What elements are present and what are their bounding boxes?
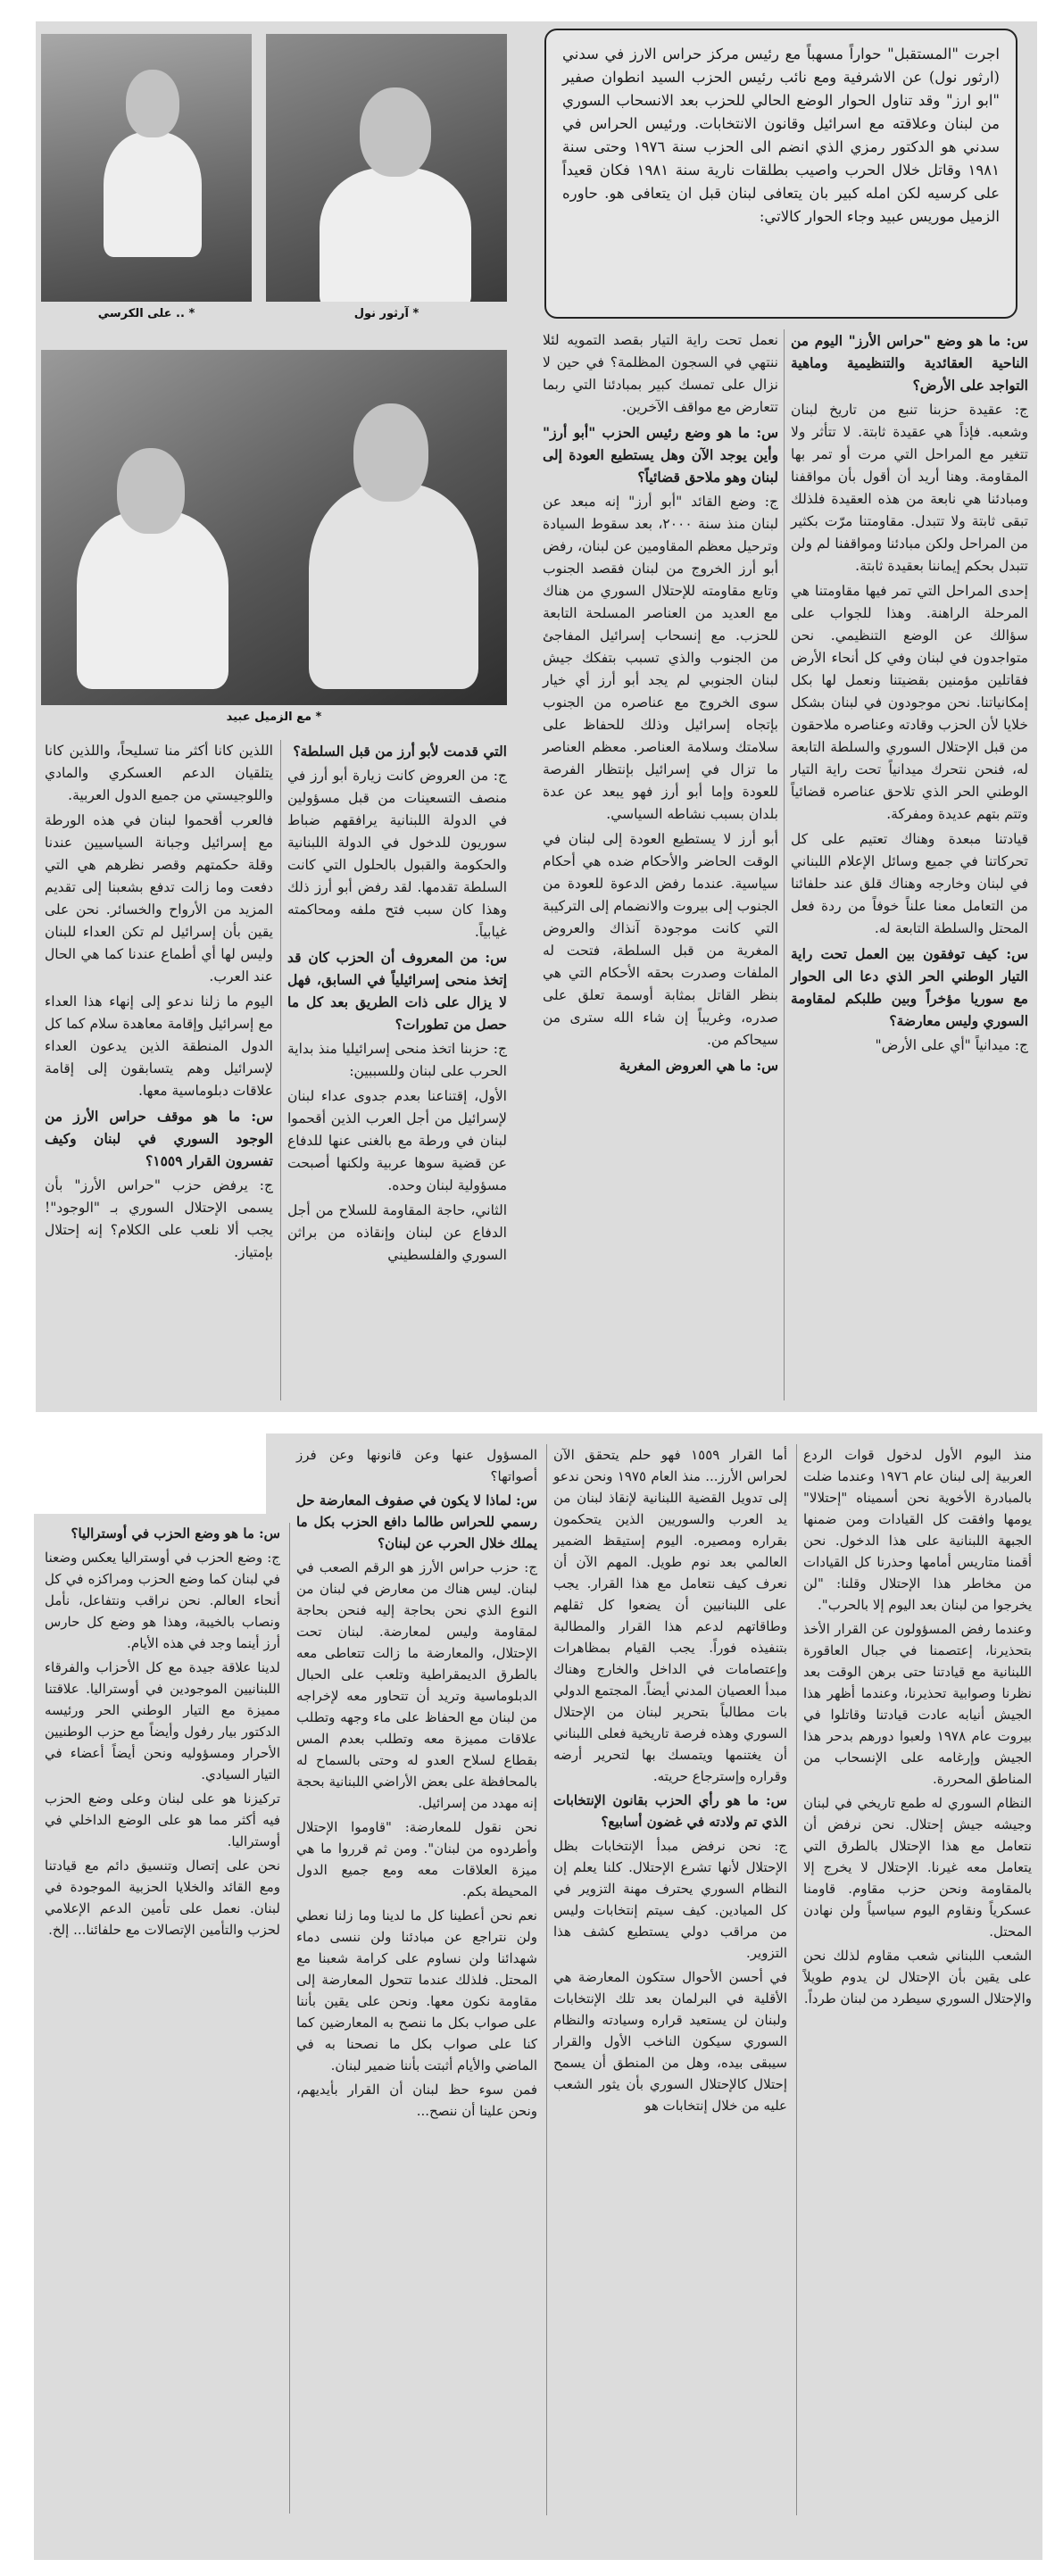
paragraph: التي قدمت لأبو أرز من قبل السلطة؟ [293, 743, 507, 760]
top-column-4 [45, 740, 273, 1267]
portrait-figure [320, 168, 471, 302]
paragraph: ج: من العروض كانت زيارة أبو أرز في منصف التسعينات من قبل مسؤولين في الدولة اللبنانية يرافقهم ضباط سوريون للدخول في الدولة اللبنانية والحكومة والقبول بالحلول التي كانت السلطة تقدمها. لقد رفض أبو أرز ذلك وهذا كان سبب فتح ملفه ومحاكمته غيابياً. [287, 768, 507, 940]
top-column-3 [287, 740, 507, 1269]
paragraph: المسؤول عنها وعن قانونها وعن فرز أصواتها؟ [296, 1447, 537, 1484]
paragraph: النظام السوري له طمع تاريخي في لبنان وجيشه جيش إحتلال. نحن نرفض أن نتعامل مع هذا الإحتلال بالطرق التي يتعامل معه غيرنا. الإحتلال لا يخرج إلا بالمقاومة ونحن حزب مقاوم. قاومنا عسكرياً ونقاوم اليوم سياسياً ولن نهادن المحتل. [803, 1795, 1032, 1940]
paragraph: نعمل تحت راية التيار بقصد التمويه لئلا ننتهي في السجون المظلمة؟ في حين لا نزال على تمسك كبير بمبادئنا التي ربما تتعارض مع مواقف الآخرين. [543, 332, 778, 415]
paragraph: وعندما رفض المسؤولون عن القرار الأخذ بتحذيرنا، إعتصمنا في جبال العاقورة اللبنانية مع قيادتنا حتى برهن الوقت بعد نظرنا وصوابية تحذيرنا، وعندما أظهر هذا الجيش أنيابه عادت قيادتنا وقاتلوا في بيروت عام ١٩٧٨ ولعبوا دورهم بدحر هذا الجيش وإرغامه على الإنسحاب من المناطق المحررة. [803, 1621, 1032, 1787]
paragraph: فالعرب أقحموا لبنان في هذه الورطة مع إسرائيل وجبانة السياسيين عندنا وقلة حكمتهم وقصر نظرهم هي التي دفعت وما زالت تدفع بشعبنا إلى تقديم المزيد من الأرواح والخسائر. نحن على يقين بأن إسرائيل لم تكن العداء للبنان وليس لها أي أطماع عندنا كما هي الحال عند العرب. [45, 812, 273, 985]
paragraph: س: ما هي العروض المغرية [619, 1057, 778, 1074]
bottom-column-3 [296, 1444, 537, 2124]
paragraph: س: ما هو موقف حراس الأرز من الوجود السوري في لبنان وكيف تفسرون القرار ١٥٥٩؟ [45, 1108, 273, 1169]
column-divider [546, 1444, 547, 2515]
paragraph: إحدى المراحل التي تمر فيها مقاومتنا هي المرحلة الراهنة. وهذا للجواب على سؤالك عن الوضع التنظيمي. نحن متواجدون في لبنان وفي كل أنحاء الأرض فقاتلين مؤمنين بقضيتنا ونعمل لها بكل إمكانياتنا. نحن موجودون في لبنان بشكل خلايا لأن الحزب وقادته وعناصره ملاحقون من قبل الإحتلال السوري والسلطة التابعة له، فنحن نتحرك ميدانياً تحت راية التيار الوطني الحر الذي تلاحق عناصره قضائياً وتتم بتهم عديدة ومفركة. [791, 583, 1028, 822]
paragraph: منذ اليوم الأول لدخول قوات الردع العربية إلى لبنان عام ١٩٧٦ وعندما ضلت بالمبادرة الأخوية نحن أسميناه "إحتلالا" يومها وافقت كل القيادات ومن ضمنها الجبهة اللبنانية على هذا الدخول. نحن أقمنا متاريس أمامها وحذرنا كل القيادات من مخاطر هذا الإحتلال وقلنا: "لن يخرجوا من لبنان بعد اليوم إلا بالحرب". [803, 1447, 1032, 1613]
paragraph: نحن على إتصال وتنسيق دائم مع قيادتنا ومع القائد والخلايا الحزبية الموجودة في لبنان. نعمل على تأمين الدعم الإعلامي لحزب والتأمين الإتصالات مع حلفائنا... إلخ. [45, 1857, 280, 1938]
paragraph: الشعب اللبناني شعب مقاوم لذلك نحن على يقين بأن الإحتلال لن يدوم طويلاً والإحتلال السوري سيطرد من لبنان طرداً. [803, 1948, 1032, 2007]
bottom-column-4 [45, 1523, 280, 1943]
paragraph: ج: وضع الحزب في أوستراليا يعكس وضعنا في لبنان كما وضع الحزب ومراكزه في كل أنحاء العالم. نحن نراقب ونتفاعل، نأمل ونصاب بالخيبة، وهذا هو وضع كل حارس أرز أينما وجد في هذه الأيام. [45, 1550, 280, 1651]
paragraph: الأول، إقتناعنا بعدم جدوى عداء لبنان لإسرائيل من أجل العرب الذين أقحموا لبنان في ورطة مع بالغنى عنها للدفاع عن قضية سوها عربية ولكنها أصبحت مسؤولية لبنان وحده. [287, 1088, 507, 1193]
column-divider [289, 1523, 290, 2514]
portrait-figure-right [309, 484, 478, 689]
column-divider [784, 329, 785, 1400]
paragraph: أبو أرز لا يستطيع العودة إلى لبنان في الوقت الحاضر والأحكام ضده هي أحكام سياسية. عندما رفض الدعوة للعودة من الجنوب إلى بيروت والانضمام إلى التركيبة التي كانت موجودة آنذاك والعروض المغرية من قبل السلطة، فتحت له الملفات وصدرت بحقه الأحكام التي هي بنظر القاتل بمثابة أوسمة تعلق على صدره، وغريباً إن شاء الله سترى من سيحاكم من. [543, 831, 778, 1048]
paragraph: قيادتنا مبعدة وهناك تعتيم على كل تحركاتنا في جميع وسائل الإعلام اللبناني في لبنان وخارجه وهناك قلق عند حلفائنا من التعامل معنا علناً خوفاً من ردة فعل المحتل والسلطة التابعة له. [791, 831, 1028, 936]
portrait-figure [104, 132, 202, 257]
caption-arthur-noll: * آرثور نول [353, 307, 419, 320]
paragraph: س: من المعروف أن الحزب كان قد إتخذ منحى إسرائيلياً في السابق، فهل لا يزال على ذات الطريق بعد كل ما حصل من تطورات؟ [287, 949, 507, 1033]
intro-text: اجرت "المستقبل" حواراً مسهباً مع رئيس مركز حراس الارز في سدني (ارثور نول) عن الاشرفية ومع نائب رئيس الحزب السيد انطوان صفير "ابو ارز" وقد تناول الحوار الوضع الحالي للحزب بعد الانسحاب السوري من لبنان وعلاقته مع اسرائيل وقانون الانتخابات. ورئيس الحراس في سدني هو الدكتور رمزي الذي انضم الى الحزب سنة ١٩٧٦ وحتى سنة ١٩٨١ وقاتل خلال الحرب واصيب بطلقات نارية سنة ١٩٨١ فكان قعيداً على كرسيه لكن امله كبير بان يتعافى لبنان قبل ان يتعافى هو. حاوره الزميل موريس عبيد وجاء الحوار كالاتي: [562, 46, 1000, 225]
paragraph: س: كيف توفقون بين العمل تحت راية التيار الوطني الحر الذي دعا الى الحوار مع سوريا مؤخراً وبين طلبكم لمقاومة السوري وليس معارضة؟ [791, 945, 1028, 1029]
caption-with-colleague: * مع الزميل عبيد [226, 710, 322, 724]
photo-with-colleague [41, 350, 507, 705]
paragraph: لدينا علاقة جيدة مع كل الأحزاب والفرقاء اللبنانيين الموجودين في أوستراليا. علاقتنا مميزة مع التيار الوطني الحر ورئيسه الدكتور بيار رفول وأيضاً مع حزب الوطنيين الأحرار ومسؤوليه ونحن أيضاً أعضاء في التيار السيادي. [45, 1659, 280, 1782]
paragraph: ج: نحن نرفض مبدأ الإنتخابات بظل الإحتلال لأنها تشرع الإحتلال. كلنا يعلم إن النظام السوري يحترف مهنة التزوير في كل الميادين. كيف سيتم إنتخابات وليس من مراقب دولي يستطيع كشف هذا التزوير. [553, 1838, 787, 1961]
bottom-column-2 [553, 1444, 787, 2119]
paragraph: اللذين كانا أكثر منا تسليحاً، واللذين كانا يتلقيان الدعم العسكري والمادي واللوجيستي من جميع الدول العربية. [45, 743, 273, 803]
paragraph: س: لماذا لا يكون في صفوف المعارضة حل رسمي للحراس طالما دافع الحزب بكل ما يملك خلال الحرب عن لبنان؟ [295, 1492, 537, 1551]
paragraph: س: ما هو رأي الحزب بقانون الإنتخابات الذي تم ولادته في غضون أسابيع؟ [553, 1792, 787, 1830]
paragraph: ج: يرفض حزب "حراس الأرز" بأن يسمى الإحتلال السوري بـ "الوجود"! يجب ألا نلعب على الكلام؟ إنه إحتلال بإمتياز. [45, 1177, 273, 1260]
portrait-head-right [353, 403, 428, 502]
photo-wheelchair [41, 34, 252, 302]
paragraph: في أحسن الأحوال ستكون المعارضة هي الأقلية في البرلمان بعد تلك الإنتخابات ولبنان لن يستعيد قراره وسيادته والنظام السوري سيكون الناخب الأول والقرار سيبقى بيده، وهل من المنطق أن يسمح إحتلال كالإحتلال السوري بأن يثور الشعب عليه من خلال إنتخابات هو [553, 1969, 787, 2114]
column-divider [796, 1444, 797, 2515]
paragraph: نحن نقول للمعارضة: "قاوموا الإحتلال وأطردوه من لبنان". ومن ثم قرروا ما هي ميزة العلاقات معه ومع جميع الدول المحيطة بكم. [296, 1819, 537, 1899]
paragraph: الثاني، حاجة المقاومة للسلاح من أجل الدفاع عن لبنان وإنقاذه من براثن السوري والفلسطيني [287, 1202, 507, 1263]
portrait-head [360, 87, 431, 177]
paragraph: ج: حزب حراس الأرز هو الرقم الصعب في لبنان. ليس هناك من معارض في لبنان من النوع الذي نحن بحاجة إليه فنحن بحاجة لمقاومة وليس لمعارضة. لبنان تحت الإحتلال، والمعارضة ما زالت تتعاطى معه بالطرق الديمقراطية وتلعب على الحبال الدبلوماسية وتريد أن تتحاور معه لإخراجه من لبنان مع الحفاظ على ماء وجهه وتطلب علاقات مميزة معه وتطلب بعدم المس بقطاع لسلاح العدو له وحتى بالسماح له بالمحافظة على بعض الأراضي اللبنانية بحجة إنه مهدد من إسرائيل. [296, 1559, 537, 1811]
caption-wheelchair: * .. على الكرسي [97, 307, 195, 320]
paragraph: ج: ميدانياً "أي على الأرض" [875, 1037, 1028, 1053]
paragraph: تركيزنا هو على لبنان وعلى وضع الحزب فيه أكثر مما هو على الوضع الداخلي في أوستراليا. [45, 1791, 280, 1849]
paragraph: س: ما هو وضع الحزب في أوستراليا؟ [71, 1525, 280, 1541]
paragraph: اليوم ما زلنا ندعو إلى إنهاء هذا العداء مع إسرائيل وإقامة معاهدة سلام كما كل الدول المنطقة الذين يدعون العداء لإسرائيل وهم يتسابقون إلى إقامة علاقات دبلوماسية معها. [45, 993, 273, 1099]
paragraph: ج: وضع القائد "أبو أرز" إنه مبعد عن لبنان منذ سنة ٢٠٠٠، بعد سقوط السيادة وترحيل معظم المقاومين عن لبنان، رفض أبو أرز الخروج من لبنان فقصد الجنوب وتابع مقاومته للإحتلال السوري من هناك مع العديد من العناصر المسلحة التابعة للحزب. مع إنسحاب إسرائيل المفاجئ من الجنوب والذي تسبب بتفكك جيش لبنان الجنوبي لم يجد أبو أرز أي خيار سوى الخروج مع عناصره من الجنوب بإتجاه إسرائيل وذلك للحفاظ على سلامتك وسلامة العناصر. معظم العناصر ما تزال في إسرائيل بإنتظار الفرصة للعودة وإما أبو أرز فهو يبعد عن عدة بلدان بسبب نشاطه السياسي. [543, 494, 778, 822]
article-clipping-bottom [34, 1433, 1042, 2560]
top-column-1 [791, 329, 1028, 1059]
paragraph: ج: عقيدة حزبنا تنبع من تاريخ لبنان وشعبه. فإذاً هي عقيدة ثابتة. لا تتأثر ولا تتغير مع المراحل التي مرت أو تمر بها المقاومة. وهنا أريد أن أقول بأن مواقفنا ومبادئنا هي نابعة من هذه العقيدة فلذلك تبقى ثابتة ولا تتبدل. مقاومتنا مرّت بكثير من المراحل ولكن مبادئنا ومواقفنا لم ولن تتبدل بحكم إيماننا بعقيدة ثابتة. [791, 402, 1028, 574]
photo-arthur-noll [266, 34, 507, 302]
article-clipping-top [36, 21, 1037, 1412]
paragraph: نعم نحن أعطينا كل ما لدينا وما زلنا نعطي ولن نتراجع عن مبادئنا ولن ننسى دماء شهدائنا ولن نساوم على كرامة شعبنا مع المحتل. فلذلك عندما تتحول المعارضة إلى مقاومة نكون معها. ونحن على يقين بأننا على صواب بكل ما ننصح به المعارضين كما كنا على صواب بكل ما نصحنا به في الماضي والأيام أثبتت بأننا ضمير لبنان. [296, 1907, 537, 2073]
portrait-head [126, 70, 179, 137]
paragraph: فمن سوء حظ لبنان أن القرار بأيديهم، ونحن علينا أن ننصح... [296, 2082, 537, 2119]
intro-box [544, 29, 1017, 319]
paragraph: أما القرار ١٥٥٩ فهو حلم يتحقق الآن لحراس الأرز... منذ العام ١٩٧٥ ونحن ندعو إلى تدويل القضية اللبنانية لإنقاذ لبنان من يد العرب والسوريين الذين يتحكمون بقراره ومصيره. اليوم إستيقظ الضمير العالمي بعد نوم طويل. المهم الآن أن نعرف كيف نتعامل مع هذا القرار. يجب على اللبنانيين أن يضعوا كل ثقلهم وطاقاتهم لدعم هذا القرار والمطالبة بتنفيذه فوراً. يجب القيام بمظاهرات وإعتصامات في الداخل والخارج وهناك مبدأ العصيان المدني أيضاً. المجتمع الدولي بات مطالباً بتحرير لبنان من الإحتلال السوري وهذه فرصة تاريخية فعلى اللبناني أن يغتنمها ويتمسك بها لتحرير أرضه وقراره وإسترجاع حريته. [553, 1447, 787, 1784]
top-column-2 [543, 329, 778, 1079]
portrait-figure-left [77, 511, 228, 689]
paragraph: س: ما هو وضع "حراس الأرز" اليوم من الناحية العقائدية والتنظيمية وماهية التواجد على الأرض؟ [791, 332, 1028, 394]
portrait-head-left [117, 448, 185, 534]
paragraph: ج: حزبنا اتخذ منحى إسرائيليا منذ بداية الحرب على لبنان وللسببين: [287, 1041, 507, 1079]
paragraph: س: ما هو وضع رئيس الحزب "أبو أرز" وأين يوجد الآن وهل يستطيع العودة إلى لبنان وهو ملاحق قضائياً؟ [543, 424, 778, 486]
column-divider [280, 740, 281, 1400]
bottom-column-1 [803, 1444, 1032, 2012]
